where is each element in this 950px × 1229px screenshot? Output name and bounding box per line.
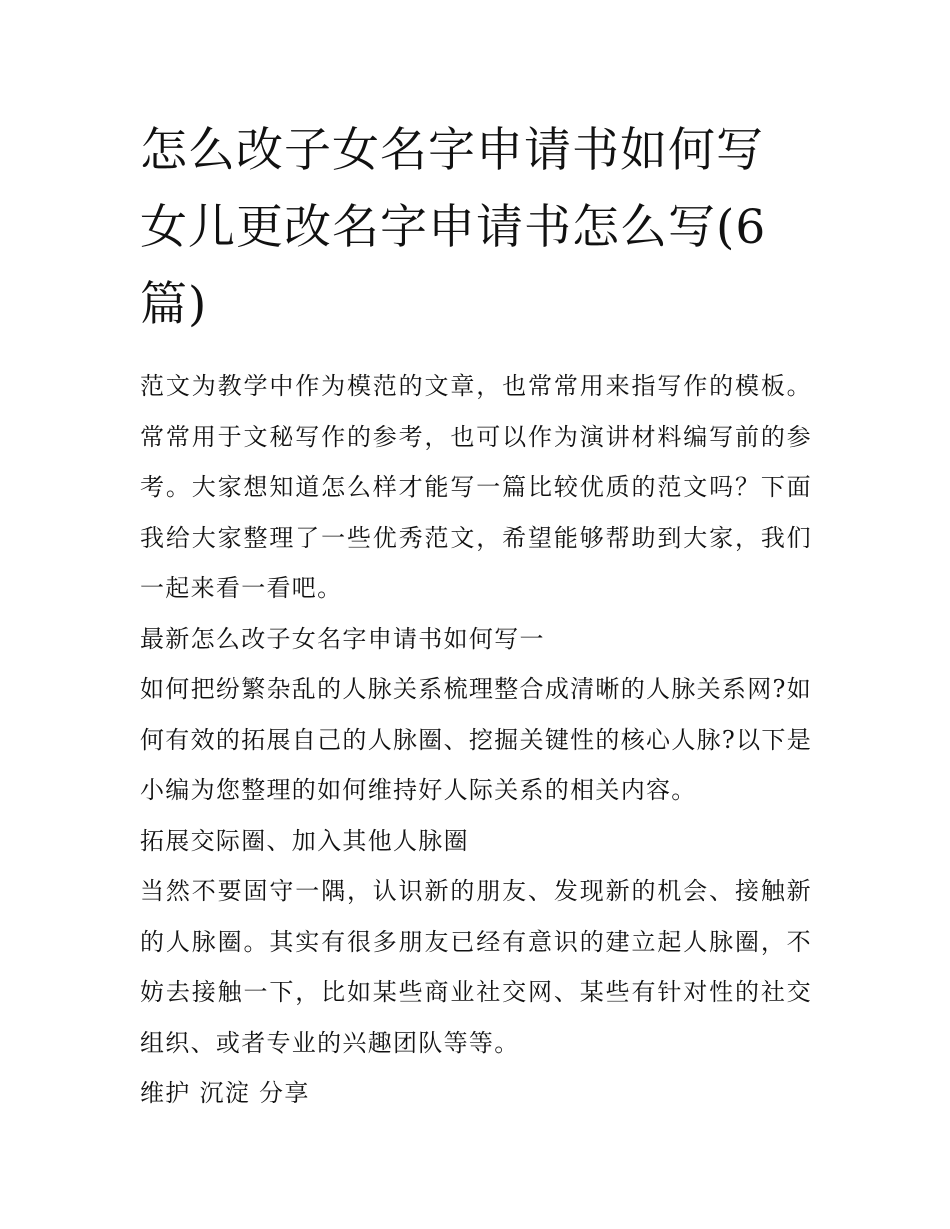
paragraph-network: 如何把纷繁杂乱的人脉关系梳理整合成清晰的人脉关系网?如何有效的拓展自己的人脉圈、挖掘关键性的核心人脉?以下是小编为您整理的如何维持好人际关系的相关内容。 <box>140 675 812 804</box>
paragraph-new-friends: 当然不要固守一隅，认识新的朋友、发现新的机会、接触新的人脉圈。其实有很多朋友已经有意识的建立起人脉圈，不妨去接触一下，比如某些商业社交网、某些有针对性的社交组织、或者专业的兴趣团队等等。 <box>140 877 812 1057</box>
section-heading-1: 最新怎么改子女名字申请书如何写一 <box>140 624 545 653</box>
document-title: 怎么改子女名字申请书如何写 女儿更改名字申请书怎么写(6篇) <box>140 123 767 332</box>
subheading-maintain: 维护 沉淀 分享 <box>140 1079 310 1107</box>
subheading-expand-circle: 拓展交际圈、加入其他人脉圈 <box>140 826 469 855</box>
document-body <box>140 361 812 1119</box>
document-page <box>140 112 812 1119</box>
paragraph-intro: 范文为教学中作为模范的文章，也常常用来指写作的模板。常常用于文秘写作的参考，也可以作为演讲材料编写前的参考。大家想知道怎么样才能写一篇比较优质的范文吗？下面我给大家整理了一些优秀范文，希望能够帮助到大家，我们一起来看一看吧。 <box>140 372 812 602</box>
